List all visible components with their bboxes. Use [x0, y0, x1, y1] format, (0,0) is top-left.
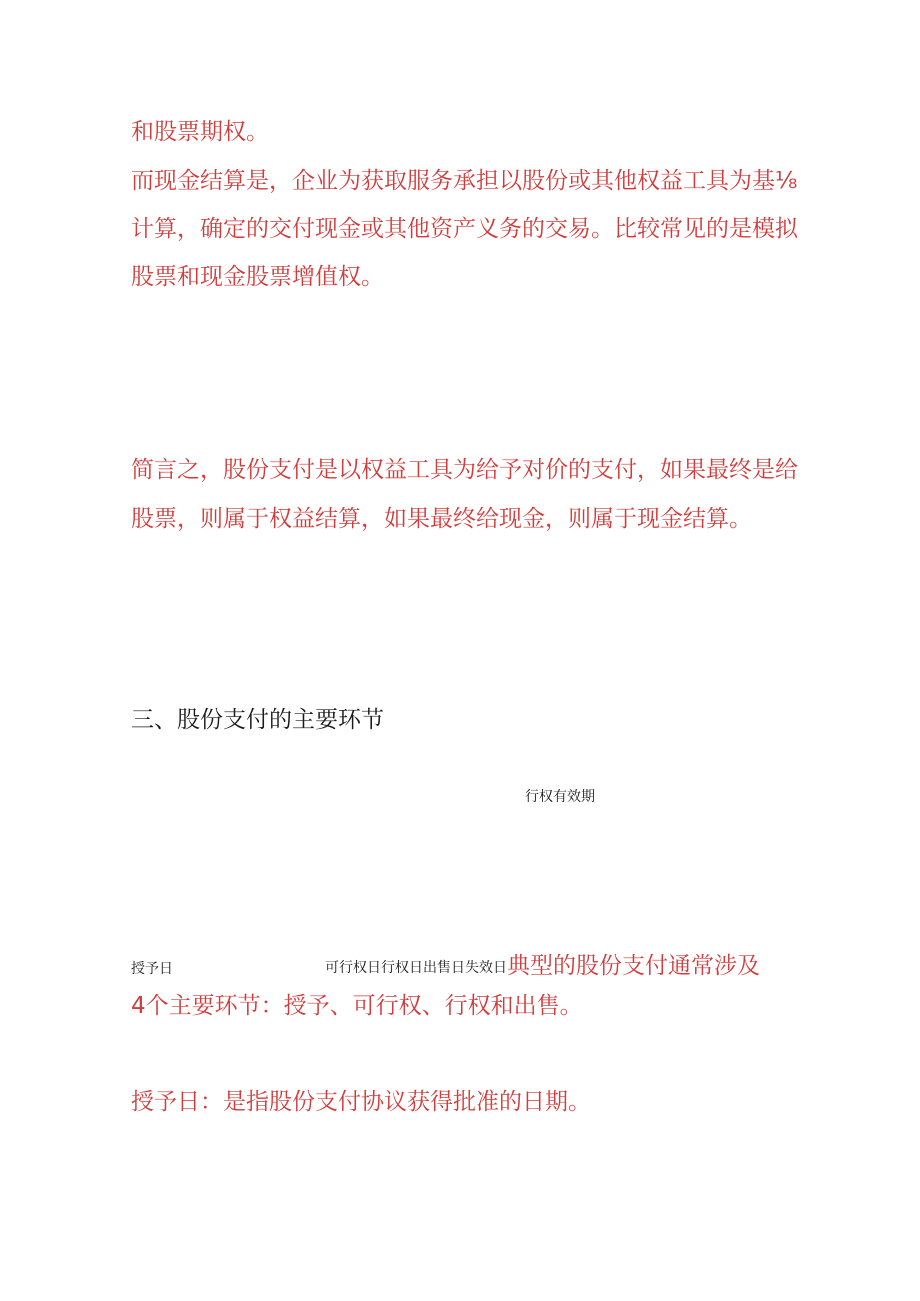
paragraph-2-line-3: 股票和现金股票增值权。 — [131, 264, 384, 290]
section-heading: 三、股份支付的主要环节 — [131, 707, 384, 733]
paragraph-2-line-1: 而现金结算是，企业为获取服务承担以股份或其他权益工具为基⅛ — [131, 168, 798, 194]
paragraph-3-line-1: 简言之，股份支付是以权益工具为给予对价的支付，如果最终是给 — [131, 457, 798, 483]
paragraph-4-line-2: 4个主要环节：授予、可行权、行权和出售。 — [131, 993, 583, 1019]
grant-date-label: 授予日 — [131, 961, 173, 977]
paragraph-1-line-1: 和股票期权。 — [131, 119, 269, 145]
timeline-labels: 可行权日行权日出售日失效日 — [325, 960, 507, 976]
paragraph-2-line-2: 计算，确定的交付现金或其他资产义务的交易。比较常见的是模拟 — [131, 216, 798, 242]
paragraph-5-line-1: 授予日：是指股份支付协议获得批准的日期。 — [131, 1089, 591, 1115]
paragraph-3-line-2: 股票，则属于权益结算，如果最终给现金，则属于现金结算。 — [131, 506, 752, 532]
exercise-period-label: 行权有效期 — [525, 789, 595, 805]
timeline-and-intro-line — [325, 951, 760, 981]
paragraph-4-inline: 典型的股份支付通常涉及 — [507, 953, 760, 979]
